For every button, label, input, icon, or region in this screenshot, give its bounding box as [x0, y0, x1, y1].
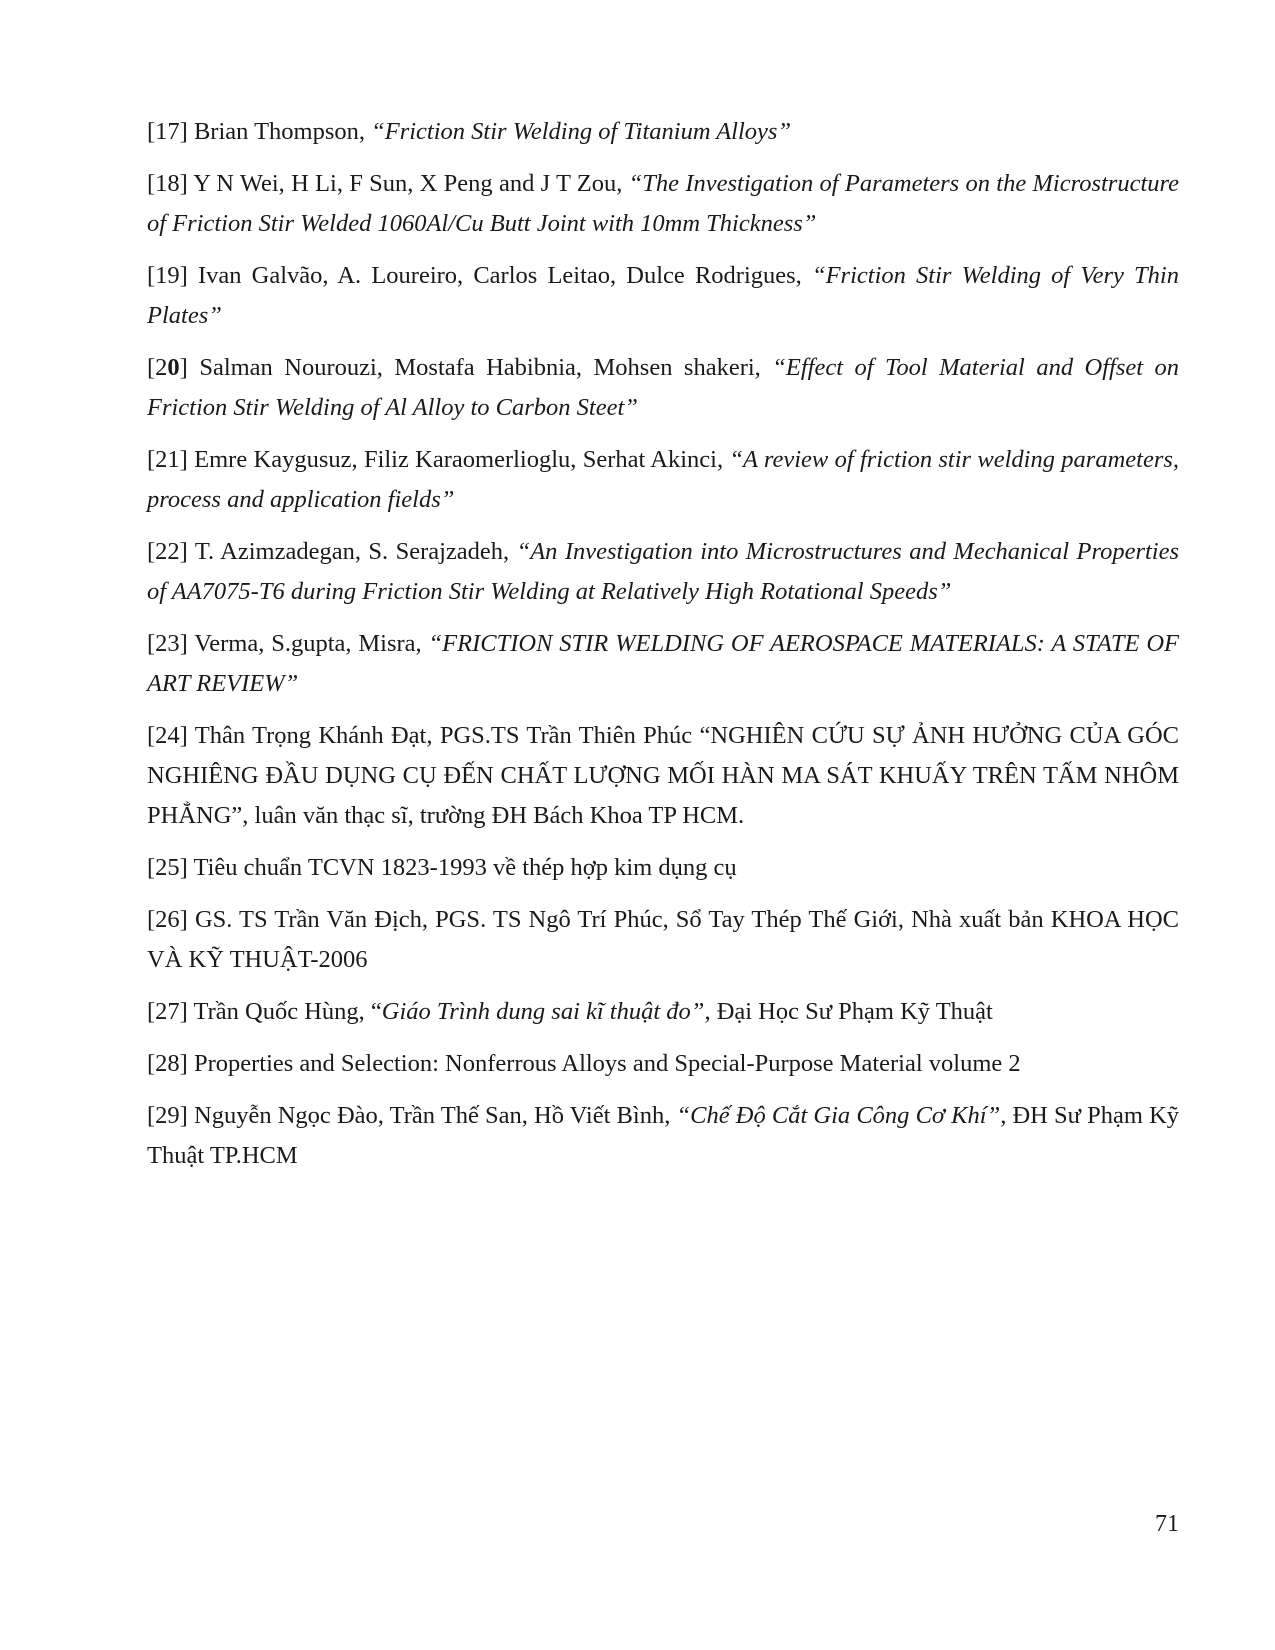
- ref-number-open: [2: [147, 354, 168, 381]
- ref-number: [18]: [147, 170, 188, 197]
- ref-authors: Nguyễn Ngọc Đào, Trần Thế San, Hồ Viết Bình,: [194, 1102, 677, 1129]
- reference-23: [147, 624, 1179, 704]
- ref-authors: Brian Thompson,: [193, 118, 372, 145]
- ref-title: “Chế Độ Cắt Gia Công Cơ Khí”,: [676, 1102, 1007, 1129]
- ref-title: Giáo Trình dung sai kĩ thuật đo”: [381, 998, 705, 1025]
- ref-authors: Verma, S.gupta, Misra,: [194, 630, 429, 657]
- reference-26: [147, 900, 1179, 980]
- ref-number: [21]: [147, 446, 188, 473]
- ref-title: “FRICTION STIR WELDING OF AEROSPACE MATERIALS: A STATE OF ART REVIEW”: [147, 630, 1179, 697]
- ref-authors: Trần Quốc Hùng, “: [193, 998, 382, 1025]
- reference-17: [147, 112, 1179, 152]
- ref-authors: Thân Trọng Khánh Đạt, PGS.TS Trần Thiên Phúc “NGHIÊN CỨU SỰ ẢNH HƯỞNG CỦA GÓC NGHIÊNG ĐẦU DỤNG CỤ ĐẾN CHẤT LƯỢNG MỐI HÀN MA SÁT KHUẤY TRÊN TẤM NHÔM PHẲNG”, luân văn thạc sĩ, trường ĐH Bách Khoa TP HCM.: [147, 722, 1179, 829]
- ref-rest: ĐH Sư Phạm Kỹ Thuật TP.HCM: [147, 1102, 1180, 1169]
- ref-title: “Effect of Tool Material and Offset on Friction Stir Welding of Al Alloy to Carbon Steet”: [147, 354, 1180, 421]
- ref-number-bold-digit: 0: [167, 354, 180, 381]
- ref-title: “Friction Stir Welding of Titanium Alloys”: [371, 118, 792, 145]
- ref-authors: GS. TS Trần Văn Địch, PGS. TS Ngô Trí Phúc, Sổ Tay Thép Thế Giới, Nhà xuất bản KHOA HỌC VÀ KỸ THUẬT-2006: [147, 906, 1180, 973]
- reference-18: [147, 164, 1179, 244]
- ref-authors: T. Azimzadegan, S. Serajzadeh,: [194, 538, 517, 565]
- ref-title: “Friction Stir Welding of Very Thin Plates”: [147, 262, 1179, 329]
- reference-20: [147, 348, 1179, 428]
- ref-rest: , Đại Học Sư Phạm Kỹ Thuật: [704, 998, 993, 1025]
- ref-authors: Ivan Galvão, A. Loureiro, Carlos Leitao, Dulce Rodrigues,: [197, 262, 812, 289]
- ref-number: [23]: [147, 630, 188, 657]
- reference-22: [147, 532, 1179, 612]
- ref-number: [26]: [147, 906, 188, 933]
- reference-28: [147, 1044, 1179, 1084]
- reference-29: [147, 1096, 1179, 1176]
- reference-24: [147, 716, 1179, 836]
- ref-authors: Y N Wei, H Li, F Sun, X Peng and J T Zou,: [193, 170, 629, 197]
- ref-title: “The Investigation of Parameters on the Microstructure of Friction Stir Welded 1060Al/Cu Butt Joint with 10mm Thickness”: [147, 170, 1180, 237]
- ref-authors: Properties and Selection: Nonferrous Alloys and Special-Purpose Material volume 2: [193, 1050, 1021, 1077]
- ref-number: [22]: [147, 538, 188, 565]
- page-number: 71: [1155, 1511, 1179, 1537]
- ref-title: “An Investigation into Microstructures and Mechanical Properties of AA7075-T6 during Friction Stir Welding at Relatively High Rotational Speeds”: [147, 538, 1179, 605]
- ref-number: [27]: [147, 998, 188, 1025]
- reference-list: [147, 112, 1179, 1188]
- reference-25: [147, 848, 1179, 888]
- ref-number: [19]: [147, 262, 188, 289]
- ref-number: [29]: [147, 1102, 188, 1129]
- reference-27: [147, 992, 1179, 1032]
- reference-19: [147, 256, 1179, 336]
- ref-authors: Tiêu chuẩn TCVN 1823-1993 về thép hợp kim dụng cụ: [193, 854, 737, 881]
- ref-number: [25]: [147, 854, 188, 881]
- ref-number-close: ]: [179, 354, 188, 381]
- ref-title: “A review of friction stir welding parameters, process and application fields”: [147, 446, 1180, 513]
- ref-authors: Salman Nourouzi, Mostafa Habibnia, Mohsen shakeri,: [199, 354, 773, 381]
- ref-authors: Emre Kaygusuz, Filiz Karaomerlioglu, Serhat Akinci,: [194, 446, 730, 473]
- ref-number: [28]: [147, 1050, 188, 1077]
- reference-21: [147, 440, 1179, 520]
- ref-number: [17]: [147, 118, 188, 145]
- ref-number: [24]: [147, 722, 188, 749]
